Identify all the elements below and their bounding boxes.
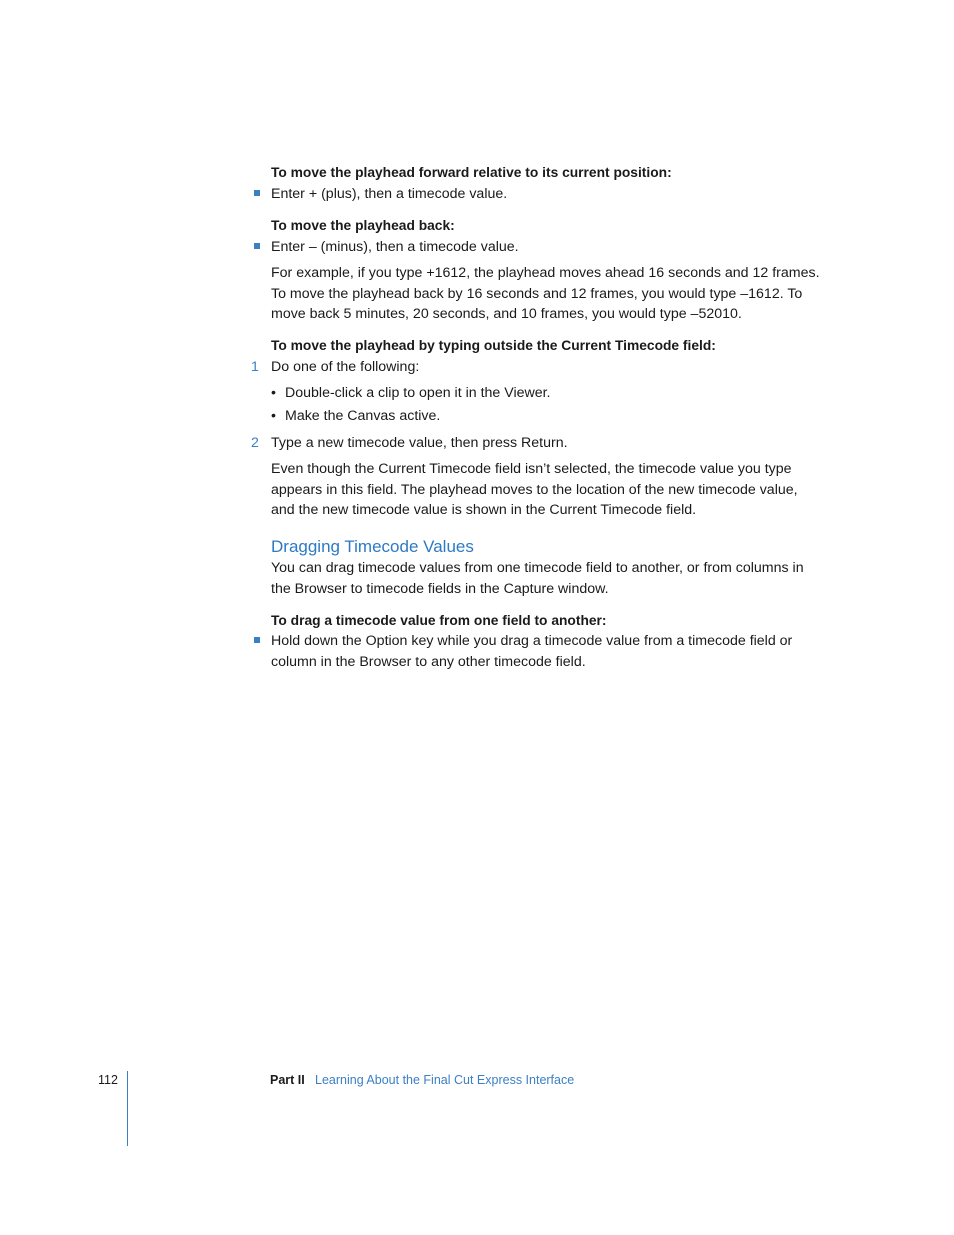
drag-bullet-line: column in the Browser to any other timecode field. <box>271 653 586 670</box>
step2-detail-line: Even though the Current Timecode field isn’t selected, the timecode value you type <box>271 461 792 477</box>
dot-bullet-icon: • <box>271 385 276 401</box>
step-text: Do one of the following: <box>271 359 420 375</box>
back-bullet-text: Enter – (minus), then a timecode value. <box>271 239 519 255</box>
drag-bullet-line: Hold down the Option key while you drag a timecode value from a timecode field or <box>271 633 793 649</box>
dragging-intro-line: You can drag timecode values from one timecode field to another, or from columns in <box>271 560 804 576</box>
forward-heading: To move the playhead forward relative to its current position: <box>271 165 672 180</box>
page-number: 112 <box>98 1073 118 1087</box>
step-text: Type a new timecode value, then press Return. <box>271 435 568 451</box>
square-bullet-icon <box>254 637 260 643</box>
dot-bullet-icon: • <box>271 408 276 424</box>
square-bullet-icon <box>254 190 260 196</box>
drag-heading: To drag a timecode value from one field to another: <box>271 613 607 628</box>
step-number: 2 <box>251 435 259 451</box>
footer-part-label: Part II <box>270 1073 305 1087</box>
step-number: 1 <box>251 359 259 375</box>
sub-bullet-text: Double-click a clip to open it in the Viewer. <box>285 385 551 401</box>
footer-part-title: Learning About the Final Cut Express Interface <box>315 1073 575 1087</box>
back-heading: To move the playhead back: <box>271 218 455 233</box>
back-example-line: For example, if you type +1612, the playhead moves ahead 16 seconds and 12 frames. <box>271 265 820 281</box>
square-bullet-icon <box>254 243 260 249</box>
forward-bullet-text: Enter + (plus), then a timecode value. <box>271 186 508 202</box>
step2-detail-line: appears in this field. The playhead moves to the location of the new timecode value, <box>271 481 798 498</box>
back-example-line: move back 5 minutes, 20 seconds, and 10 frames, you would type –52010. <box>271 306 742 322</box>
step2-detail-line: and the new timecode value is shown in the Current Timecode field. <box>271 502 697 518</box>
sub-bullet-text: Make the Canvas active. <box>285 408 441 424</box>
dragging-intro-line: the Browser to timecode fields in the Capture window. <box>271 580 609 597</box>
footer-divider <box>127 1071 128 1146</box>
back-example-line: To move the playhead back by 16 seconds and 12 frames, you would type –1612. To <box>271 285 803 302</box>
outside-heading: To move the playhead by typing outside the Current Timecode field: <box>271 338 716 353</box>
section-title: Dragging Timecode Values <box>271 537 474 556</box>
